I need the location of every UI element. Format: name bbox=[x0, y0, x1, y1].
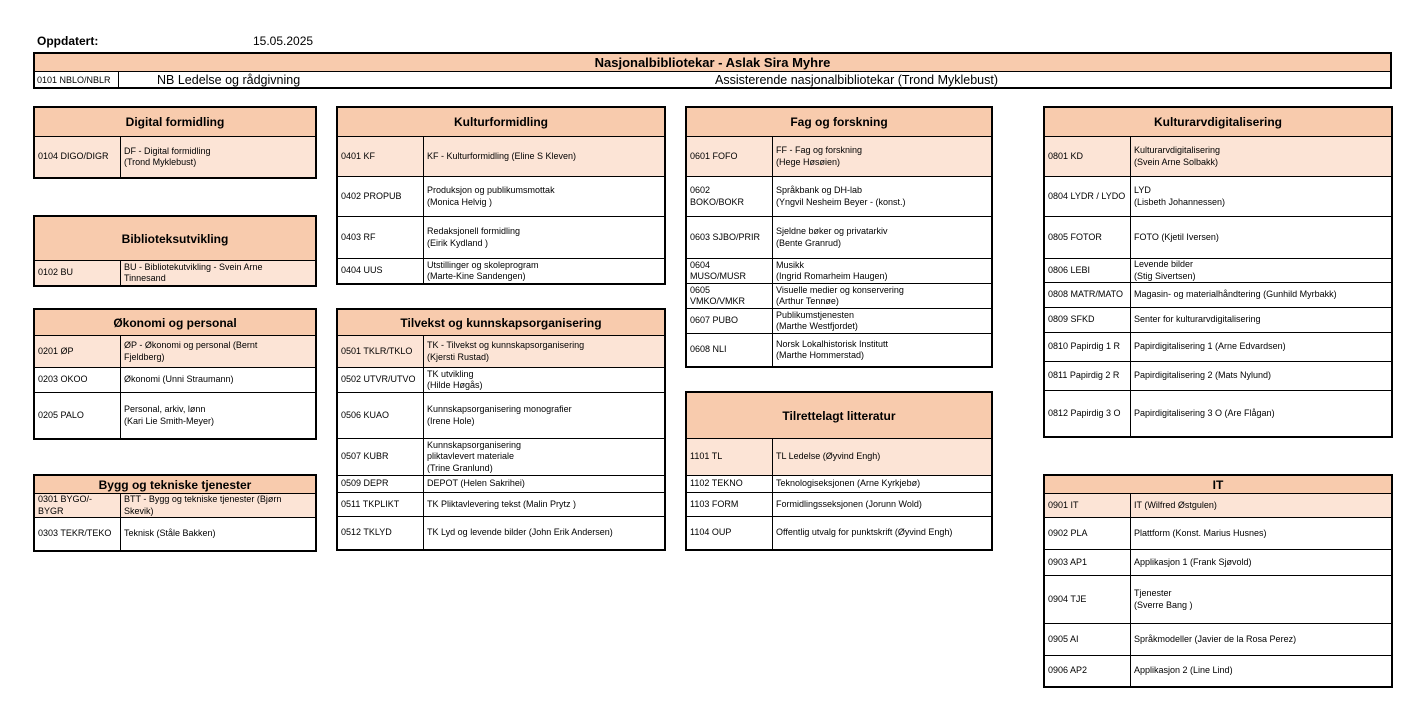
dept-bygg bbox=[33, 474, 317, 552]
unit-row bbox=[687, 334, 991, 366]
dept-title: Økonomi og personal bbox=[35, 310, 315, 336]
unit-name: Redaksjonell formidling (Eirik Kydland ) bbox=[427, 226, 521, 248]
unit-code: 0203 OKOO bbox=[38, 374, 88, 385]
unit-code: 0501 TKLR/TKLO bbox=[341, 345, 413, 356]
assistant-librarian: Assisterende nasjonalbibliotekar (Trond Myklebust) bbox=[715, 73, 999, 87]
unit-code: 0808 MATR/MATO bbox=[1048, 289, 1124, 300]
unit-row bbox=[35, 261, 315, 285]
unit-name: Tjenester (Sverre Bang ) bbox=[1134, 588, 1193, 610]
dept-kulturarv bbox=[1043, 106, 1393, 438]
unit-code: 0303 TEKR/TEKO bbox=[38, 528, 112, 539]
unit-row bbox=[687, 439, 991, 476]
unit-row bbox=[1045, 308, 1391, 333]
dept-title: Kulturformidling bbox=[338, 108, 664, 137]
unit-row bbox=[1045, 656, 1391, 686]
unit-code: 0511 TKPLIKT bbox=[341, 498, 400, 509]
unit-name: DF - Digital formidling (Trond Myklebust) bbox=[124, 145, 211, 167]
unit-name: Økonomi (Unni Straumann) bbox=[124, 374, 234, 385]
dept-tilvekst bbox=[336, 308, 666, 551]
unit-name: BU - Bibliotekutvikling - Svein Arne Tinnesand bbox=[124, 261, 263, 283]
unit-code: 0604 MUSO/MUSR bbox=[690, 259, 746, 281]
unit-name: Plattform (Konst. Marius Husnes) bbox=[1134, 527, 1267, 538]
leadership-name: NB Ledelse og rådgivning bbox=[157, 73, 301, 87]
unit-name: Sjeldne bøker og privatarkiv (Bente Granrud) bbox=[776, 226, 888, 248]
dept-tilrettelagt bbox=[685, 391, 993, 551]
unit-row bbox=[687, 493, 991, 517]
dept-kultur bbox=[336, 106, 666, 285]
unit-code: 0906 AP2 bbox=[1048, 665, 1088, 676]
unit-row bbox=[687, 137, 991, 177]
unit-code: 0512 TKLYD bbox=[341, 527, 392, 538]
unit-row bbox=[1045, 283, 1391, 308]
unit-row bbox=[338, 439, 664, 476]
unit-name: Norsk Lokalhistorisk Institutt (Marthe Hommerstad) bbox=[776, 338, 889, 360]
unit-code: 0812 Papirdig 3 O bbox=[1048, 407, 1121, 418]
unit-name: TL Ledelse (Øyvind Engh) bbox=[776, 451, 881, 462]
unit-code: 1102 TEKNO bbox=[690, 478, 743, 489]
unit-code: 0801 KD bbox=[1048, 150, 1084, 161]
unit-name: Kulturarvdigitalisering (Svein Arne Solbakk) bbox=[1134, 145, 1221, 167]
dept-title: Biblioteksutvikling bbox=[35, 217, 315, 261]
national-librarian-box bbox=[33, 52, 1392, 89]
unit-row bbox=[1045, 624, 1391, 656]
unit-name: Produksjon og publikumsmottak (Monica Helvig ) bbox=[427, 185, 555, 207]
unit-name: FF - Fag og forskning (Hege Høsøien) bbox=[776, 145, 863, 167]
unit-row bbox=[338, 493, 664, 517]
unit-code: 0301 BYGO/- BYGR bbox=[38, 494, 93, 516]
dept-title: Kulturarvdigitalisering bbox=[1045, 108, 1391, 137]
unit-code: 0205 PALO bbox=[38, 409, 84, 420]
unit-code: 0804 LYDR / LYDO bbox=[1048, 190, 1126, 201]
updated-label: Oppdatert: bbox=[37, 34, 99, 48]
leadership-code: 0101 NBLO/NBLR bbox=[35, 72, 119, 88]
unit-row bbox=[1045, 494, 1391, 518]
unit-row bbox=[338, 476, 664, 493]
unit-code: 0809 SFKD bbox=[1048, 314, 1095, 325]
unit-code: 0602 BOKO/BOKR bbox=[690, 185, 745, 207]
unit-name: Musikk (Ingrid Romarheim Haugen) bbox=[776, 259, 888, 281]
unit-code: 0810 Papirdig 1 R bbox=[1048, 341, 1121, 352]
unit-code: 0811 Papirdig 2 R bbox=[1048, 370, 1120, 381]
unit-row bbox=[338, 368, 664, 393]
unit-name: LYD (Lisbeth Johannessen) bbox=[1134, 185, 1226, 207]
unit-name: Levende bilder (Stig Sivertsen) bbox=[1134, 259, 1196, 281]
unit-row bbox=[1045, 177, 1391, 217]
unit-row bbox=[687, 517, 991, 549]
unit-name: Teknisk (Ståle Bakken) bbox=[124, 528, 216, 539]
unit-name: Publikumstjenesten (Marthe Westfjordet) bbox=[776, 309, 858, 331]
unit-name: Papirdigitalisering 1 (Arne Edvardsen) bbox=[1134, 341, 1286, 352]
dept-title: Digital formidling bbox=[35, 108, 315, 137]
unit-name: Personal, arkiv, lønn (Kari Lie Smith-Meyer) bbox=[124, 404, 215, 426]
unit-code: 0901 IT bbox=[1048, 499, 1079, 510]
unit-row bbox=[338, 137, 664, 177]
unit-row bbox=[35, 336, 315, 368]
unit-code: 0502 UTVR/UTVO bbox=[341, 374, 416, 385]
unit-name: Kunnskapsorganisering monografier (Irene Hole) bbox=[427, 404, 572, 426]
unit-code: 0104 DIGO/DIGR bbox=[38, 151, 109, 162]
unit-name: Språkmodeller (Javier de la Rosa Perez) bbox=[1134, 633, 1297, 644]
unit-code: 0905 AI bbox=[1048, 633, 1079, 644]
unit-code: 0603 SJBO/PRIR bbox=[690, 231, 761, 242]
unit-row bbox=[35, 393, 315, 438]
unit-name: TK - Tilvekst og kunnskapsorganisering (Kjersti Rustad) bbox=[427, 340, 585, 362]
unit-code: 0601 FOFO bbox=[690, 150, 738, 161]
unit-row bbox=[1045, 333, 1391, 362]
unit-name: Papirdigitalisering 2 (Mats Nylund) bbox=[1134, 370, 1272, 381]
unit-code: 0605 VMKO/VMKR bbox=[690, 284, 746, 306]
unit-row bbox=[1045, 259, 1391, 283]
unit-name: ØP - Økonomi og personal (Bernt Fjeldberg) bbox=[124, 340, 258, 362]
unit-row bbox=[687, 309, 991, 334]
unit-row bbox=[1045, 217, 1391, 259]
unit-row bbox=[35, 368, 315, 393]
unit-name: Kunnskapsorganisering pliktavlevert materiale (Trine Granlund) bbox=[427, 439, 522, 473]
unit-code: 0903 AP1 bbox=[1048, 556, 1088, 567]
unit-code: 0102 BU bbox=[38, 267, 74, 278]
dept-it bbox=[1043, 474, 1393, 688]
unit-code: 0403 RF bbox=[341, 231, 376, 242]
unit-name: BTT - Bygg og tekniske tjenester (Bjørn Skevik) bbox=[124, 494, 282, 516]
dept-okonomi bbox=[33, 308, 317, 440]
unit-code: 0805 FOTOR bbox=[1048, 231, 1102, 242]
unit-name: Papirdigitalisering 3 O (Are Flågan) bbox=[1134, 407, 1275, 418]
unit-code: 1103 FORM bbox=[690, 498, 739, 509]
unit-name: IT (Wilfred Østgulen) bbox=[1134, 499, 1217, 510]
unit-code: 1104 OUP bbox=[690, 527, 732, 538]
national-librarian-title: Nasjonalbibliotekar - Aslak Sira Myhre bbox=[35, 54, 1390, 72]
unit-code: 1101 TL bbox=[690, 451, 723, 462]
unit-row bbox=[687, 177, 991, 217]
unit-row bbox=[687, 476, 991, 493]
unit-row bbox=[1045, 576, 1391, 624]
unit-row bbox=[338, 393, 664, 439]
dept-title: Tilrettelagt litteratur bbox=[687, 393, 991, 439]
unit-row bbox=[338, 217, 664, 259]
unit-row bbox=[35, 137, 315, 177]
unit-code: 0806 LEBI bbox=[1048, 264, 1091, 275]
unit-code: 0509 DEPR bbox=[341, 478, 389, 489]
unit-code: 0902 PLA bbox=[1048, 527, 1088, 538]
unit-row bbox=[687, 217, 991, 259]
unit-row bbox=[687, 284, 991, 309]
unit-row bbox=[338, 517, 664, 549]
dept-fag bbox=[685, 106, 993, 368]
leadership-row bbox=[35, 72, 1390, 88]
unit-name: Utstillinger og skoleprogram (Marte-Kine Sandengen) bbox=[427, 259, 539, 281]
unit-code: 0401 KF bbox=[341, 150, 376, 161]
dept-title: Tilvekst og kunnskapsorganisering bbox=[338, 310, 664, 336]
unit-row bbox=[338, 177, 664, 217]
unit-row bbox=[1045, 137, 1391, 177]
unit-name: DEPOT (Helen Sakrihei) bbox=[427, 478, 525, 489]
unit-row bbox=[338, 259, 664, 283]
unit-code: 0507 KUBR bbox=[341, 451, 389, 462]
unit-name: TK utvikling (Hilde Høgås) bbox=[427, 368, 483, 390]
unit-name: TK Lyd og levende bilder (John Erik Andersen) bbox=[427, 527, 613, 538]
unit-row bbox=[687, 259, 991, 284]
unit-row bbox=[338, 336, 664, 368]
dept-bibliotek bbox=[33, 215, 317, 287]
unit-row bbox=[1045, 518, 1391, 550]
unit-name: Språkbank og DH-lab (Yngvil Nesheim Beyer - (konst.) bbox=[776, 185, 906, 207]
unit-code: 0608 NLI bbox=[690, 344, 727, 355]
unit-name: Applikasjon 2 (Line Lind) bbox=[1134, 665, 1233, 676]
updated-date: 15.05.2025 bbox=[253, 34, 314, 48]
unit-row bbox=[1045, 362, 1391, 391]
unit-name: Formidlingsseksjonen (Jorunn Wold) bbox=[776, 498, 922, 509]
unit-name: TK Pliktavlevering tekst (Malin Prytz ) bbox=[427, 498, 577, 509]
unit-name: Teknologiseksjonen (Arne Kyrkjebø) bbox=[776, 478, 921, 489]
unit-code: 0201 ØP bbox=[38, 345, 74, 356]
unit-code: 0402 PROPUB bbox=[341, 190, 402, 201]
unit-name: Visuelle medier og konservering (Arthur Tennøe) bbox=[776, 284, 904, 306]
unit-name: Offentlig utvalg for punktskrift (Øyvind Engh) bbox=[776, 527, 953, 538]
unit-name: Magasin- og materialhåndtering (Gunhild Myrbakk) bbox=[1134, 289, 1337, 300]
dept-digital bbox=[33, 106, 317, 179]
unit-name: FOTO (Kjetil Iversen) bbox=[1134, 231, 1219, 242]
dept-title: Fag og forskning bbox=[687, 108, 991, 137]
dept-title: IT bbox=[1045, 476, 1391, 494]
unit-row bbox=[35, 518, 315, 550]
dept-title: Bygg og tekniske tjenester bbox=[35, 476, 315, 494]
unit-row bbox=[1045, 550, 1391, 576]
unit-code: 0404 UUS bbox=[341, 265, 383, 276]
unit-row bbox=[1045, 391, 1391, 436]
unit-code: 0506 KUAO bbox=[341, 409, 390, 420]
unit-name: Senter for kulturarvdigitalisering bbox=[1134, 314, 1261, 325]
unit-row bbox=[35, 494, 315, 518]
unit-code: 0904 TJE bbox=[1048, 593, 1087, 604]
unit-name: KF - Kulturformidling (Eline S Kleven) bbox=[427, 150, 577, 161]
unit-name: Applikasjon 1 (Frank Sjøvold) bbox=[1134, 556, 1252, 567]
unit-code: 0607 PUBO bbox=[690, 315, 739, 326]
